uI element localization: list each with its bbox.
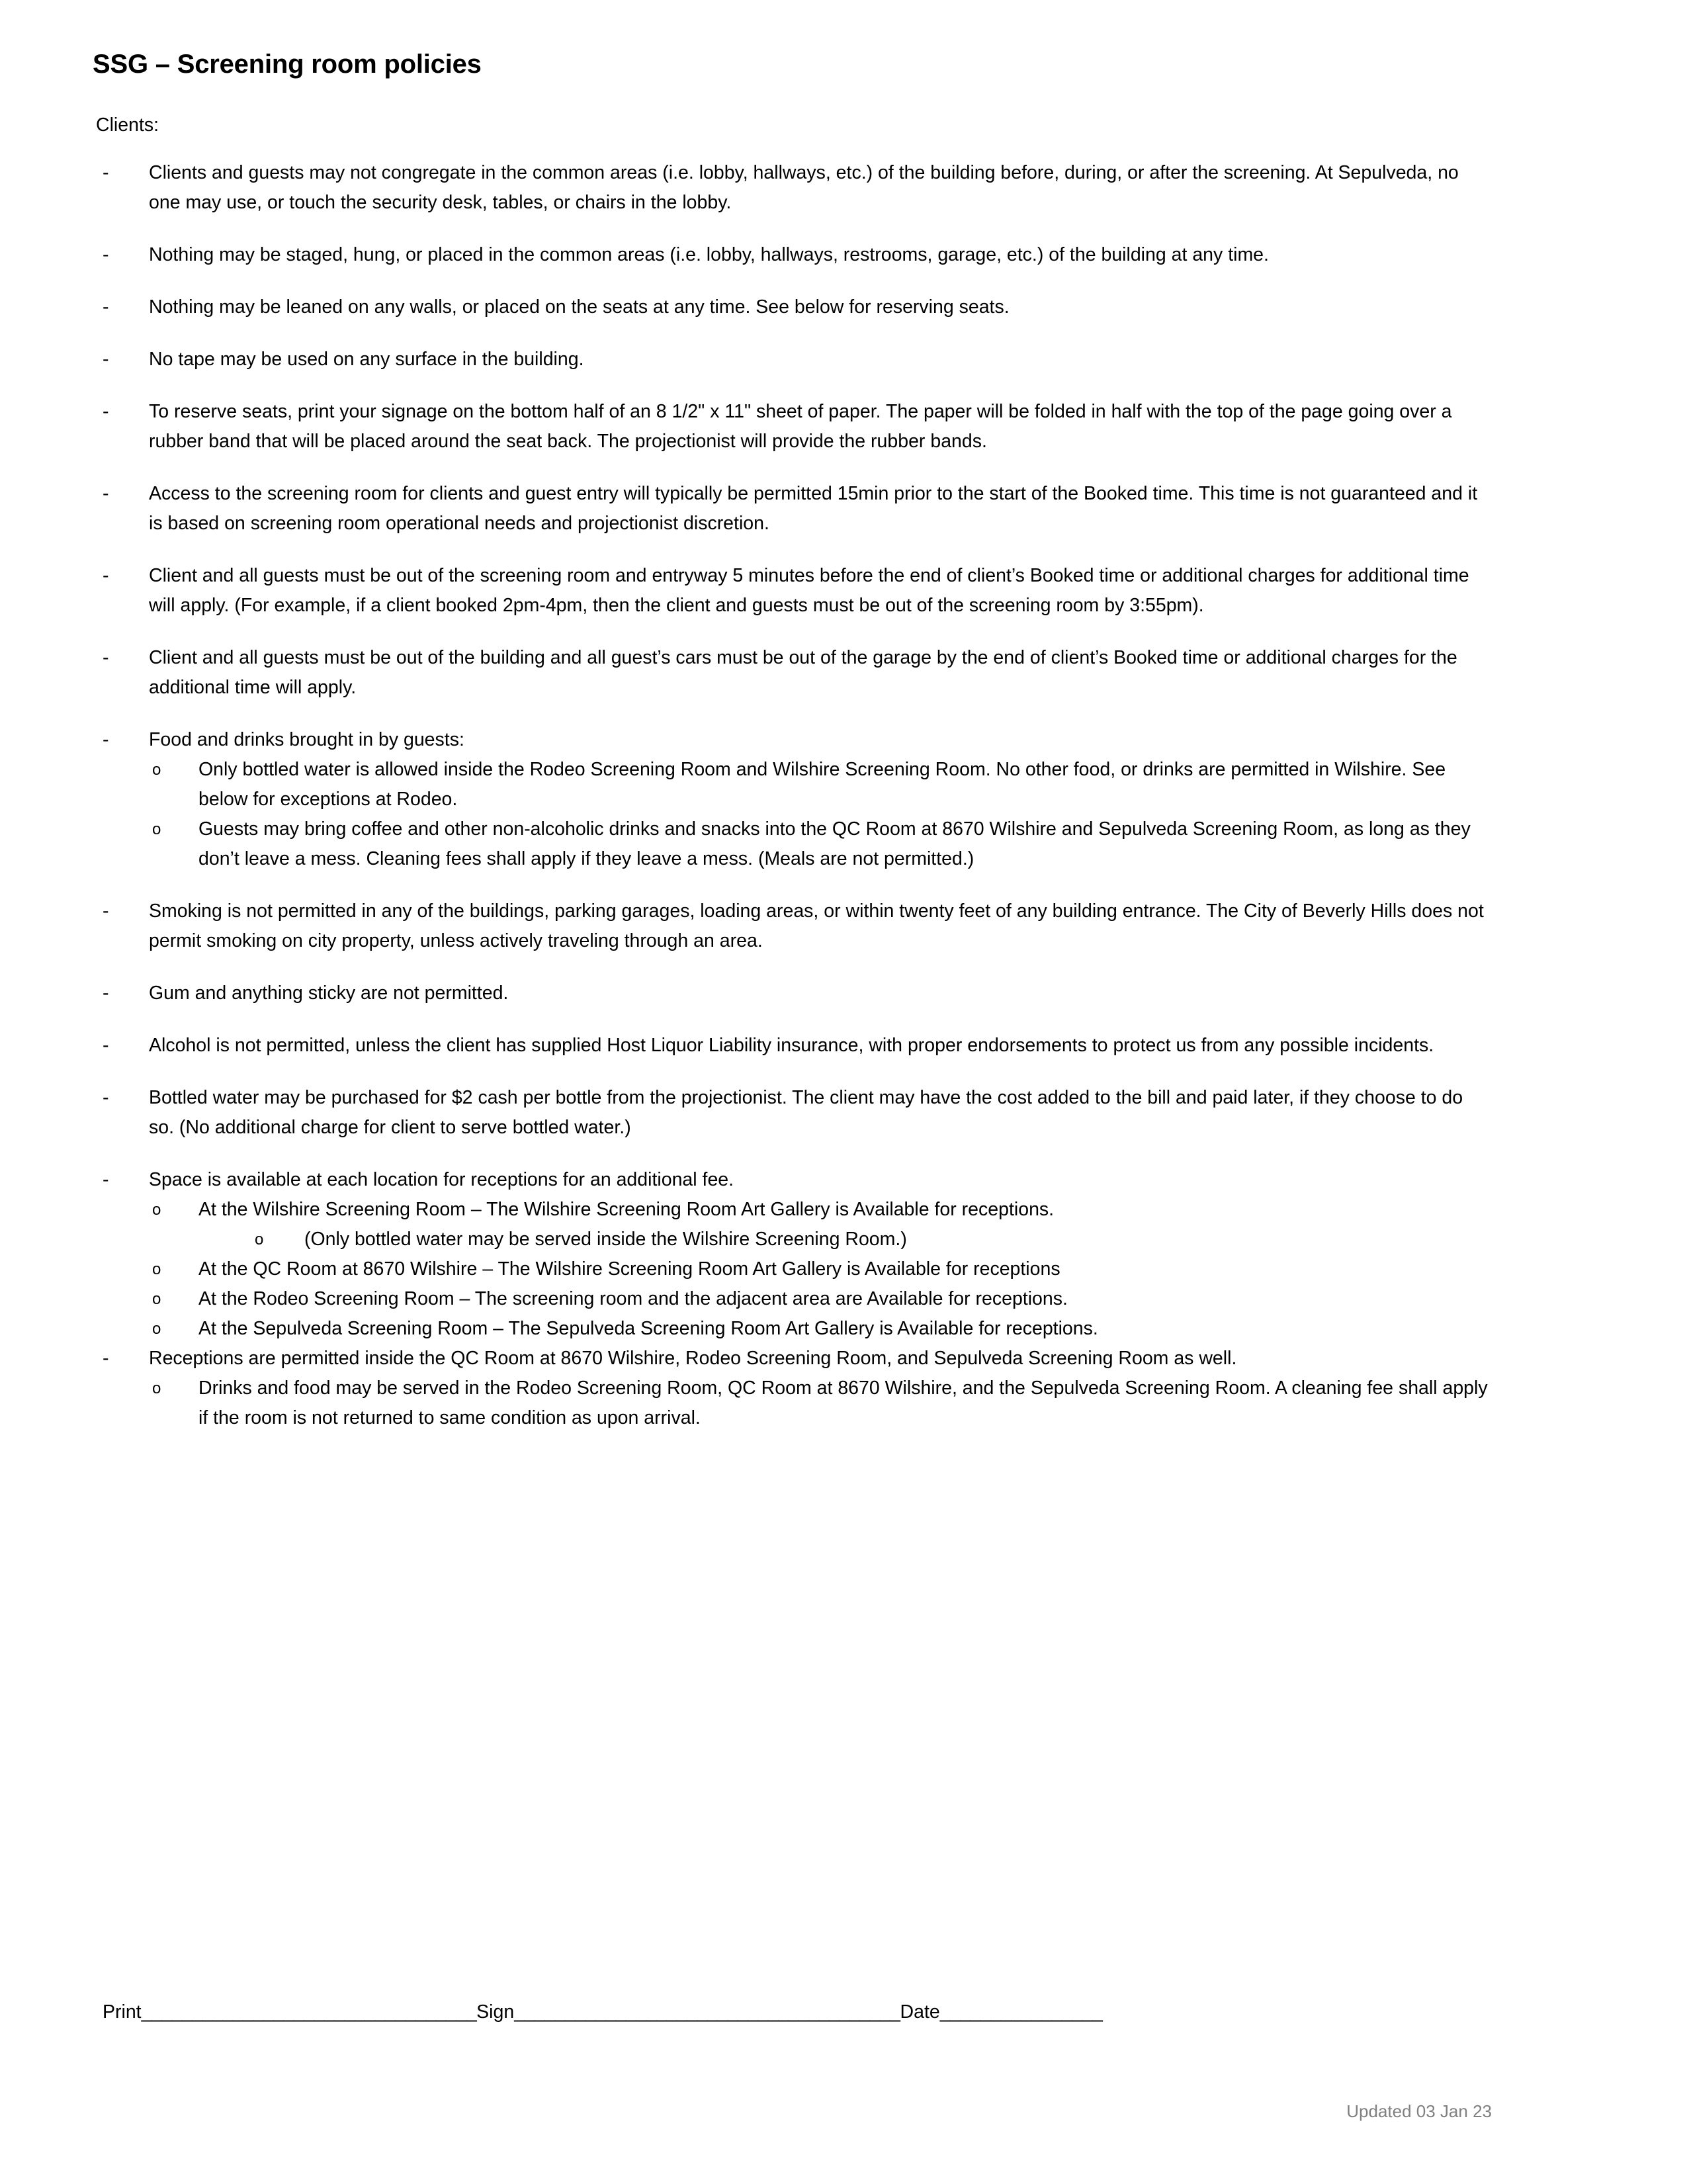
bullet-circle-icon: o [152, 1320, 161, 1338]
intro-label: Clients: [96, 114, 159, 136]
policy-item-level-1 [0, 479, 1687, 539]
sign-label: Sign [476, 2001, 515, 2023]
policy-item-level-2 [0, 1284, 1687, 1314]
policy-item-level-2 [0, 1314, 1687, 1344]
policy-item-text: At the Sepulveda Screening Room – The Sepulveda Screening Room Art Gallery is Available for receptions. [198, 1318, 1098, 1340]
page-title: SSG – Screening room policies [93, 49, 482, 79]
policy-item-text: Receptions are permitted inside the QC Room at 8670 Wilshire, Rodeo Screening Room, and Sepulveda Screening Room as well. [149, 1348, 1237, 1370]
policy-item-text: No tape may be used on any surface in the building. [149, 348, 584, 370]
policy-item-level-1 [0, 292, 1687, 322]
policy-item-text: At the Rodeo Screening Room – The screening room and the adjacent area are Available for receptions. [198, 1288, 1068, 1310]
policy-item-level-1 [0, 561, 1687, 621]
bullet-circle-icon: o [152, 1260, 161, 1279]
policy-item-level-1 [0, 1031, 1687, 1061]
policy-item-text: Bottled water may be purchased for $2 cash per bottle from the projectionist. The client may have the cost added to the bill and paid later, if they choose to do so. (No additional charge for client to serve bottled water.) [149, 1087, 1463, 1139]
policy-item-text: Client and all guests must be out of the screening room and entryway 5 minutes before the end of client’s Booked time or additional charges for additional time will apply. (For example, if a client booked 2pm-4pm, then the client and guests must be out of the screening room by 3:55pm). [149, 564, 1469, 616]
bullet-circle-icon: o [152, 1201, 161, 1219]
policy-item-level-2 [0, 1195, 1687, 1225]
bullet-dash-icon: - [103, 1348, 109, 1370]
policy-item-level-2 [0, 1374, 1687, 1433]
bullet-circle-icon: o [152, 1290, 161, 1309]
print-label: Print [103, 2001, 142, 2023]
policy-item-level-1 [0, 1083, 1687, 1143]
policy-item-level-2 [0, 814, 1687, 874]
policy-item-text: At the QC Room at 8670 Wilshire – The Wilshire Screening Room Art Gallery is Available for receptions [198, 1258, 1060, 1280]
policy-item-level-2 [0, 1254, 1687, 1284]
bullet-dash-icon: - [103, 243, 109, 265]
policy-item-text: Space is available at each location for receptions for an additional fee. [149, 1169, 734, 1191]
sign-rule[interactable]: ______________________________________ [514, 2001, 900, 2023]
policy-item-text: Drinks and food may be served in the Rodeo Screening Room, QC Room at 8670 Wilshire, and the Sepulveda Screening Room. A cleaning fee shall apply if the room is not returned to same condition as upon arrival. [198, 1377, 1488, 1429]
policy-item-level-1 [0, 158, 1687, 218]
print-rule[interactable]: _________________________________ [141, 2001, 477, 2023]
bullet-dash-icon: - [103, 348, 109, 370]
policy-item-text: To reserve seats, print your signage on the bottom half of an 8 1/2" x 11" sheet of paper. The paper will be folded in half with the top of the page going over a rubber band that will be placed around the seat back. The projectionist will provide the rubber bands. [149, 400, 1452, 452]
policy-item-text: Alcohol is not permitted, unless the client has supplied Host Liquor Liability insurance, with proper endorsements to protect us from any possible incidents. [149, 1035, 1434, 1057]
policy-item-level-1 [0, 1165, 1687, 1195]
policy-item-text: Food and drinks brought in by guests: [149, 728, 464, 750]
bullet-dash-icon: - [103, 1087, 109, 1109]
policy-item-text: Client and all guests must be out of the building and all guest’s cars must be out of the garage by the end of client’s Booked time or additional charges for the additional time will apply. [149, 646, 1457, 698]
date-label: Date [900, 2001, 940, 2023]
policy-item-text: Smoking is not permitted in any of the buildings, parking garages, loading areas, or within twenty feet of any building entrance. The City of Beverly Hills does not permit smoking on city property, unless actively traveling through an area. [149, 900, 1484, 952]
policy-item-level-1 [0, 896, 1687, 956]
policy-item-text: Nothing may be leaned on any walls, or placed on the seats at any time. See below for reserving seats. [149, 296, 1010, 318]
bullet-dash-icon: - [103, 728, 109, 750]
policy-item-level-1 [0, 345, 1687, 374]
bullet-dash-icon: - [103, 646, 109, 668]
bullet-dash-icon: - [103, 900, 109, 922]
policy-item-level-3 [0, 1225, 1687, 1254]
signature-line [103, 1999, 1558, 2026]
bullet-dash-icon: - [103, 482, 109, 504]
bullet-dash-icon: - [103, 564, 109, 586]
policy-item-text: Only bottled water is allowed inside the Rodeo Screening Room and Wilshire Screening Room. No other food, or drinks are permitted in Wilshire. See below for exceptions at Rodeo. [198, 758, 1446, 810]
bullet-dash-icon: - [103, 296, 109, 318]
policy-item-text: At the Wilshire Screening Room – The Wilshire Screening Room Art Gallery is Available for receptions. [198, 1199, 1055, 1221]
policy-item-level-1 [0, 725, 1687, 755]
policy-item-text: Guests may bring coffee and other non-alcoholic drinks and snacks into the QC Room at 8670 Wilshire and Sepulveda Screening Room, as long as they don’t leave a mess. Cleaning fees shall apply if they leave a mess. (Meals are not permitted.) [198, 818, 1471, 870]
policy-item-level-1 [0, 1344, 1687, 1374]
policy-item-text: Gum and anything sticky are not permitted. [149, 983, 509, 1004]
policy-item-text: Clients and guests may not congregate in the common areas (i.e. lobby, hallways, etc.) of the building before, during, or after the screening. At Sepulveda, no one may use, or touch the security desk, tables, or chairs in the lobby. [149, 161, 1459, 213]
policy-item-level-1 [0, 240, 1687, 270]
policy-item-level-1 [0, 397, 1687, 457]
policy-item-level-1 [0, 643, 1687, 703]
bullet-circle-icon: o [152, 820, 161, 838]
policy-list [0, 158, 1687, 1434]
bullet-circle-icon: o [152, 1379, 161, 1398]
policy-body [0, 111, 1687, 1456]
policy-item-level-2 [0, 755, 1687, 814]
policy-item-text: (Only bottled water may be served inside the Wilshire Screening Room.) [304, 1229, 907, 1250]
policy-item-text: Nothing may be staged, hung, or placed in the common areas (i.e. lobby, hallways, restrooms, garage, etc.) of the building at any time. [149, 243, 1269, 265]
policy-item-level-1 [0, 979, 1687, 1008]
bullet-dash-icon: - [103, 161, 109, 183]
bullet-circle-icon: o [255, 1231, 264, 1249]
footer-updated-date: Updated 03 Jan 23 [1346, 2101, 1492, 2121]
bullet-dash-icon: - [103, 1035, 109, 1057]
bullet-dash-icon: - [103, 1169, 109, 1191]
policy-item-text: Access to the screening room for clients and guest entry will typically be permitted 15min prior to the start of the Booked time. This time is not guaranteed and it is based on screening room operational needs and projectionist discretion. [149, 482, 1478, 534]
bullet-dash-icon: - [103, 400, 109, 422]
bullet-dash-icon: - [103, 983, 109, 1004]
date-rule[interactable]: ________________ [939, 2001, 1103, 2023]
bullet-circle-icon: o [152, 760, 161, 779]
